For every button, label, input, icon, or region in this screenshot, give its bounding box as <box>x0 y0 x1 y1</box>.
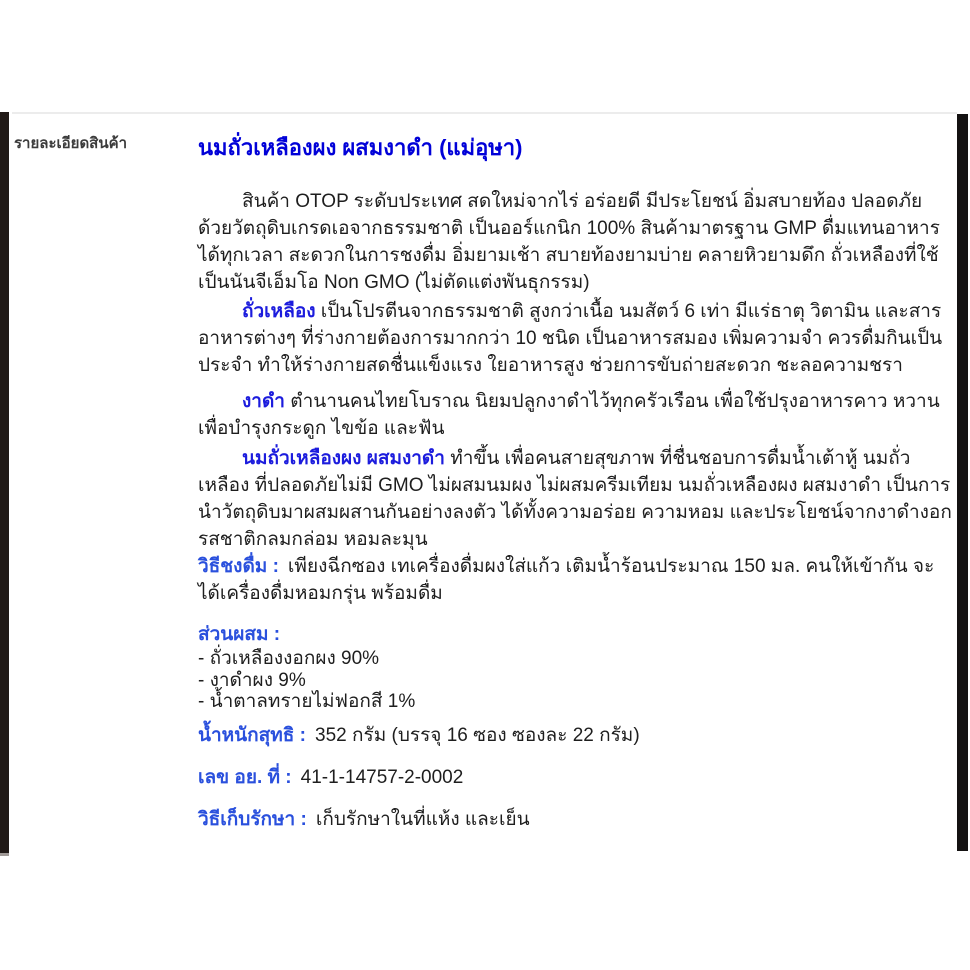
right-edge-bar <box>957 114 968 851</box>
intro-paragraph-text: สินค้า OTOP ระดับประเทศ สดใหม่จากไร่ อร่อยดี มีประโยชน์ อิ่มสบายท้อง ปลอดภัย ด้วยวัตถุดิบเกรดเอจากธรรมชาติ เป็นออร์แกนิก 100% สินค้ามาตรฐาน GMP ดื่มแทนอาหารได้ทุกเวลา สะดวกในการชงดื่ม อิ่มยามเช้า สบายท้องยามบ่าย คลายหิวยามดึก ถั่วเหลืองที่ใช้เป็นนันจีเอ็มโอ Non GMO (ไม่ตัดแต่งพันธุกรรม) <box>198 191 940 293</box>
fda-number-line <box>198 764 955 791</box>
black-sesame-term: งาดำ <box>242 391 285 412</box>
product-blend-term: นมถั่วเหลืองผง ผสมงาดำ <box>242 448 445 469</box>
ingredients-section <box>198 622 955 713</box>
brewing-instructions-text: เพียงฉีกซอง เทเครื่องดื่มผงใส่แก้ว เติมน้ำร้อนประมาณ 150 มล. คนให้เข้ากัน จะได้เครื่องดื่มหอมกรุ่น พร้อมดื่ม <box>198 556 935 604</box>
storage-instructions-value: เก็บรักษาในที่แห้ง และเย็น <box>315 809 530 830</box>
storage-instructions-label: วิธีเก็บรักษา : <box>198 809 307 830</box>
soybean-paragraph-text: เป็นโปรตีนจากธรรมชาติ สูงกว่าเนื้อ นมสัตว์ 6 เท่า มีแร่ธาตุ วิตามิน และสารอาหารต่างๆ ที่ร่างกายต้องการมากกว่า 10 ชนิด เป็นอาหารสมอง เพิ่มความจำ ควรดื่มกินเป็นประจำ ทำให้ร่างกายสดชื่นแข็งแรง ใยอาหารสูง ช่วยการขับถ่ายสะดวก ชะลอความชรา <box>198 301 943 376</box>
ingredients-label: ส่วนผสม : <box>198 624 281 645</box>
black-sesame-paragraph-text: ตำนานคนไทยโบราณ นิยมปลูกงาดำไว้ทุกครัวเรือน เพื่อใช้ปรุงอาหารคาว หวาน เพื่อบำรุงกระดูก ไขข้อ และฟัน <box>198 391 940 439</box>
product-blend-paragraph-text: ทำขึ้น เพื่อคนสายสุขภาพ ที่ชื่นชอบการดื่มน้ำเต้าหู้ นมถั่วเหลือง ที่ปลอดภัยไม่มี GMO ไม่ผสมนมผง ไม่ผสมครีมเทียม นมถั่วเหลืองผง ผสมงาดำ เป็นการนำวัตถุดิบมาผสมผสานกันอย่างลงตัว ได้ทั้งความอร่อย ความหอม และประโยชน์จากงาดำงอก รสชาติกลมกล่อม หอมละมุน <box>198 448 952 550</box>
ingredient-item: - ถั่วเหลืองงอกผง 90% <box>198 648 380 669</box>
brewing-instructions-label: วิธีชงดื่ม : <box>198 556 279 577</box>
product-detail-panel <box>198 0 955 970</box>
fda-number-label: เลข อย. ที่ : <box>198 767 292 788</box>
ingredient-item: - น้ำตาลทรายไม่ฟอกสี 1% <box>198 691 416 712</box>
left-edge-bar <box>0 112 9 856</box>
product-blend-paragraph <box>198 445 955 553</box>
storage-instructions-line <box>198 806 955 833</box>
soybean-term: ถั่วเหลือง <box>242 301 316 322</box>
net-weight-line <box>198 722 955 749</box>
ingredient-item: - งาดำผง 9% <box>198 669 306 691</box>
product-title: นมถั่วเหลืองผง ผสมงาดำ (แม่อุษา) <box>198 135 523 160</box>
black-sesame-paragraph <box>198 388 955 442</box>
brewing-instructions-line <box>198 553 955 607</box>
intro-paragraph <box>198 188 955 296</box>
net-weight-label: น้ำหนักสุทธิ : <box>198 725 306 746</box>
soybean-paragraph <box>198 298 955 379</box>
fda-number-value: 41-1-14757-2-0002 <box>300 767 464 788</box>
net-weight-value: 352 กรัม (บรรจุ 16 ซอง ซองละ 22 กรัม) <box>315 725 640 746</box>
product-details-sidebar-label: รายละเอียดสินค้า <box>14 135 128 152</box>
